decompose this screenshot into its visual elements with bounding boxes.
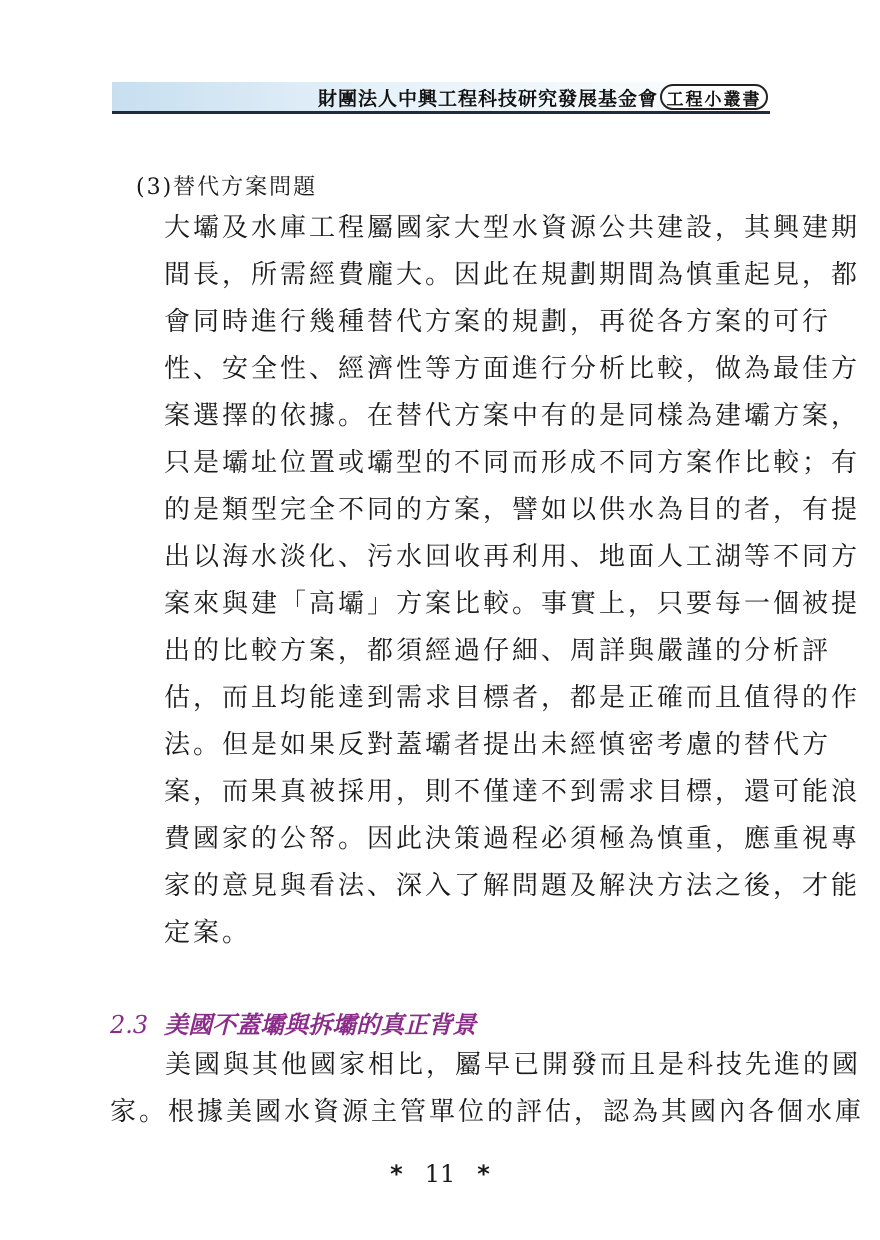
paragraph-line: 美國與其他國家相比，屬早已開發而且是科技先進的國 xyxy=(165,1050,862,1080)
subsection-heading xyxy=(110,1005,476,1040)
paragraph-line: 家的意見與看法、深入了解問題及解決方法之後，才能 xyxy=(164,871,861,901)
page-footer xyxy=(0,1160,880,1188)
paragraph-alternatives xyxy=(164,205,860,957)
paragraph-line: 案來與建「高壩」方案比較。事實上，只要每一個被提 xyxy=(164,589,861,619)
paragraph-us-background xyxy=(110,1042,864,1136)
paragraph-line: 的是類型完全不同的方案，譬如以供水為目的者，有提 xyxy=(164,495,861,525)
header-rule xyxy=(112,111,770,114)
paragraph-line: 案，而果真被採用，則不僅達不到需求目標，還可能浪 xyxy=(164,777,861,807)
paragraph-line: 估，而且均能達到需求目標者，都是正確而且值得的作 xyxy=(164,683,861,713)
paragraph-line: 出以海水淡化、污水回收再利用、地面人工湖等不同方 xyxy=(164,542,861,572)
page-marker-left: * xyxy=(390,1160,403,1188)
paragraph-line: 間長，所需經費龐大。因此在規劃期間為慎重起見，都 xyxy=(164,260,861,290)
paragraph-line: 只是壩址位置或壩型的不同而形成不同方案作比較；有 xyxy=(164,448,861,478)
paragraph-line: 性、安全性、經濟性等方面進行分析比較，做為最佳方 xyxy=(164,354,861,384)
paragraph-line: 案選擇的依據。在替代方案中有的是同樣為建壩方案， xyxy=(164,401,861,431)
paragraph-line: 法。但是如果反對蓋壩者提出未經慎密考慮的替代方 xyxy=(164,730,832,760)
page-number: 11 xyxy=(424,1160,456,1188)
subsection-number: 2.3 xyxy=(110,1011,149,1039)
paragraph-line: 出的比較方案，都須經過仔細、周詳與嚴謹的分析評 xyxy=(164,636,832,666)
section-heading: (3)替代方案問題 xyxy=(136,175,318,200)
header-org-name: 財團法人中興工程科技研究發展基金會 xyxy=(317,88,658,110)
paragraph-line: 大壩及水庫工程屬國家大型水資源公共建設，其興建期 xyxy=(164,213,861,243)
paragraph-line: 費國家的公帑。因此決策過程必須極為慎重，應重視專 xyxy=(164,824,861,854)
paragraph-line: 會同時進行幾種替代方案的規劃，再從各方案的可行 xyxy=(164,307,832,337)
subsection-title: 美國不蓋壩與拆壩的真正背景 xyxy=(164,1011,477,1039)
paragraph-line: 定案。 xyxy=(164,918,252,948)
page-marker-right: * xyxy=(477,1160,490,1188)
series-badge: 工程小叢書 xyxy=(660,84,768,110)
paragraph-line: 家。根據美國水資源主管單位的評估，認為其國內各個水庫 xyxy=(110,1097,865,1127)
